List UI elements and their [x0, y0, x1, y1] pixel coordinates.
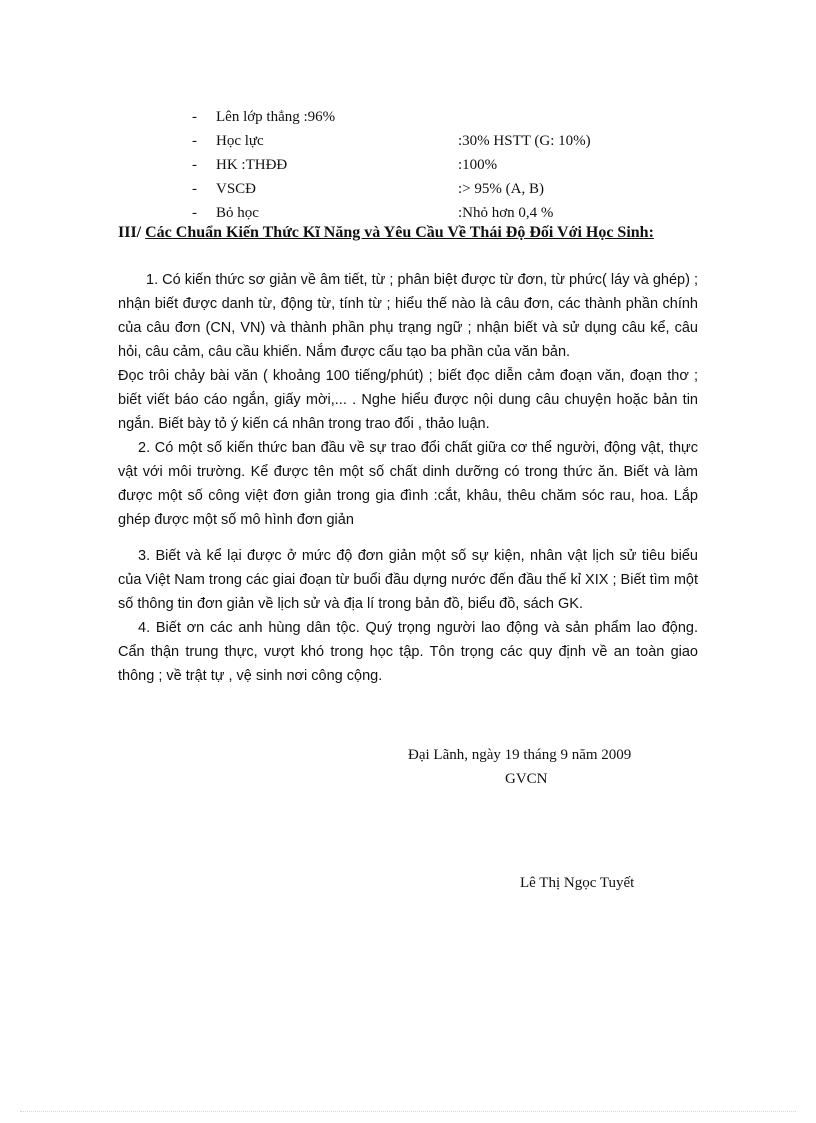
item-label: HK :THĐĐ — [216, 156, 288, 173]
bullet-dash: - — [192, 204, 197, 221]
item-label: Bỏ học — [216, 204, 259, 221]
item-value: :30% HSTT (G: 10%) — [458, 132, 591, 149]
bullet-dash: - — [192, 108, 197, 125]
bullet-dash: - — [192, 156, 197, 173]
signature-role: GVCN — [505, 771, 548, 787]
list-item — [192, 153, 672, 177]
bullet-dash: - — [192, 180, 197, 197]
item-value: :> 95% (A, B) — [458, 180, 544, 197]
paragraph-1: 1. Có kiến thức sơ giản về âm tiết, từ ; phân biệt được từ đơn, từ phức( láy và ghép) ; nhận biết được danh từ, động từ, tính từ ; hiểu thế nào là câu đơn, các thành phần chính của câu đơn (CN, VN) và thành phần phụ trạng ngữ ; nhận biết và sử dụng câu kể, câu hỏi, câu cảm, câu cầu khiến. Nắm được cấu tạo ba phần của văn bản. — [118, 272, 698, 360]
paragraph-4: 4. Biết ơn các anh hùng dân tộc. Quý trọng người lao động và sản phẩm lao động. Cẩn thận trung thực, vượt khó trong học tập. Tôn trọng các quy định về an toàn giao thông ; về trật tự , vệ sinh nơi công cộng. — [118, 620, 698, 684]
list-item — [192, 129, 672, 153]
statistics-list — [192, 105, 672, 225]
page-bottom-divider — [20, 1111, 796, 1112]
item-label: VSCĐ — [216, 180, 257, 197]
list-item — [192, 177, 672, 201]
section-title: Các Chuẩn Kiến Thức Kĩ Năng và Yêu Cầu Về Thái Độ Đối Với Học Sinh: — [145, 224, 654, 241]
signature-name: Lê Thị Ngọc Tuyết — [520, 875, 635, 891]
signature-date: Đại Lãnh, ngày 19 tháng 9 năm 2009 — [408, 747, 632, 763]
paragraph-2: 2. Có một số kiến thức ban đầu về sự trao đổi chất giữa cơ thể người, động vật, thực vật với môi trường. Kể được tên một số chất dinh dưỡng có trong thức ăn. Biết và làm được một số công việt đơn giản trong gia đình :cắt, khâu, thêu chăm sóc rau, hoa. Lắp ghép được một số mô hình đơn giản — [118, 440, 698, 528]
item-value: :Nhỏ hơn 0,4 % — [458, 204, 554, 221]
section-body — [118, 268, 698, 688]
list-item — [192, 105, 672, 129]
section-number: III/ — [118, 224, 146, 241]
bullet-dash: - — [192, 132, 197, 149]
paragraph-3: 3. Biết và kể lại được ở mức độ đơn giản một số sự kiện, nhân vật lịch sử tiêu biểu của Việt Nam trong các giai đoạn từ buổi đầu dựng nước đến đầu thế kỉ XIX ; Biết tìm một số thông tin đơn giản về lịch sử và địa lí trong bản đồ, biểu đồ, sách GK. — [118, 548, 698, 612]
item-label: Lên lớp thẳng :96% — [216, 108, 336, 125]
item-label: Học lực — [216, 132, 264, 149]
item-value: :100% — [458, 156, 498, 173]
paragraph-reading: Đọc trôi chảy bài văn ( khoảng 100 tiếng/phút) ; biết đọc diễn cảm đoạn văn, đoạn thơ ; biết viết báo cáo ngắn, giấy mời,... . Nghe hiểu được nội dung câu chuyện hoặc bản tin ngắn. Biết bày tỏ ý kiến cá nhân trong trao đổi , thảo luận. — [118, 368, 698, 432]
section-heading — [118, 222, 678, 244]
